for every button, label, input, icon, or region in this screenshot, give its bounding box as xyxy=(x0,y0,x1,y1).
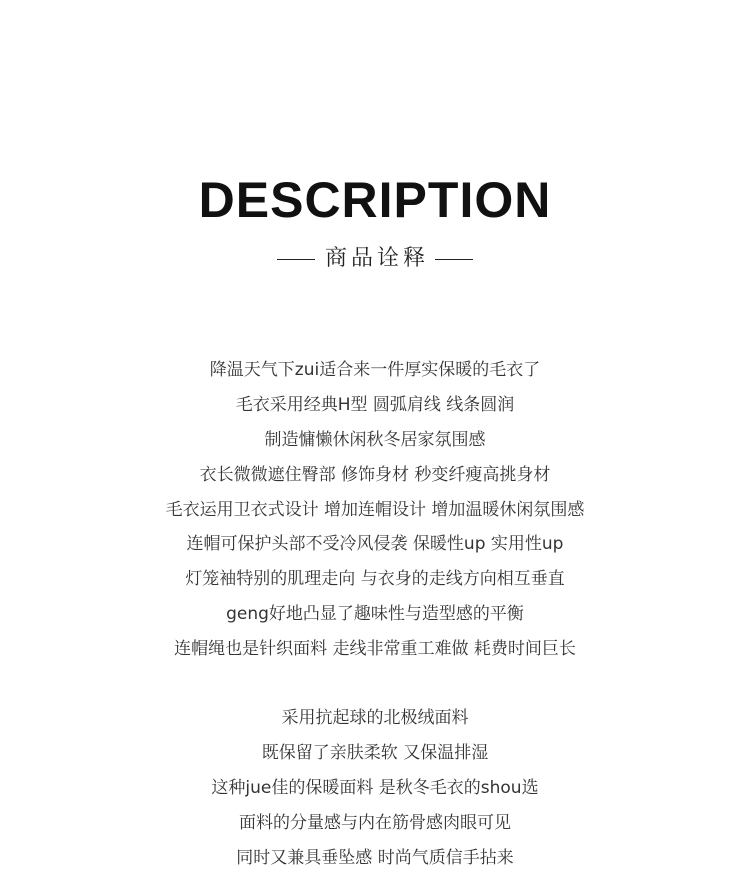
description-line: 连帽可保护头部不受冷风侵袭 保暖性up 实用性up xyxy=(186,534,564,555)
description-line: 降温天气下zui适合来一件厚实保暖的毛衣了 xyxy=(209,360,541,380)
page-title: DESCRIPTION xyxy=(198,172,552,228)
description-line: 灯笼袖特别的肌理走向 与衣身的走线方向相互垂直 xyxy=(185,569,565,590)
page-subtitle: 商品诠释 xyxy=(324,246,429,271)
description-line: 毛衣采用经典H型 圆弧肩线 线条圆润 xyxy=(235,394,515,415)
description-line: 毛衣运用卫衣式设计 增加连帽设计 增加温暖休闲氛围感 xyxy=(165,499,585,520)
subtitle-row xyxy=(0,244,750,274)
description-line: 既保留了亲肤柔软 又保温排湿 xyxy=(261,742,489,763)
description-line: 这种jue佳的保暖面料 是秋冬毛衣的shou选 xyxy=(211,777,539,798)
description-line: 连帽绳也是针织面料 走线非常重工难做 耗费时间巨长 xyxy=(174,639,576,660)
description-block-fabric xyxy=(0,701,750,875)
description-block-design xyxy=(0,353,750,667)
subtitle-left-rule xyxy=(277,259,315,260)
description-line: geng好地凸显了趣味性与造型感的平衡 xyxy=(226,604,524,625)
description-line: 制造慵懒休闲秋冬居家氛围感 xyxy=(264,429,486,450)
description-line: 衣长微微遮住臀部 修饰身材 秒变纤瘦高挑身材 xyxy=(199,464,551,485)
description-line: 同时又兼具垂坠感 时尚气质信手拈来 xyxy=(236,847,514,868)
subtitle-right-rule xyxy=(435,259,473,260)
description-line: 面料的分量感与内在筋骨感肉眼可见 xyxy=(239,812,511,833)
description-line: 采用抗起球的北极绒面料 xyxy=(281,708,469,728)
